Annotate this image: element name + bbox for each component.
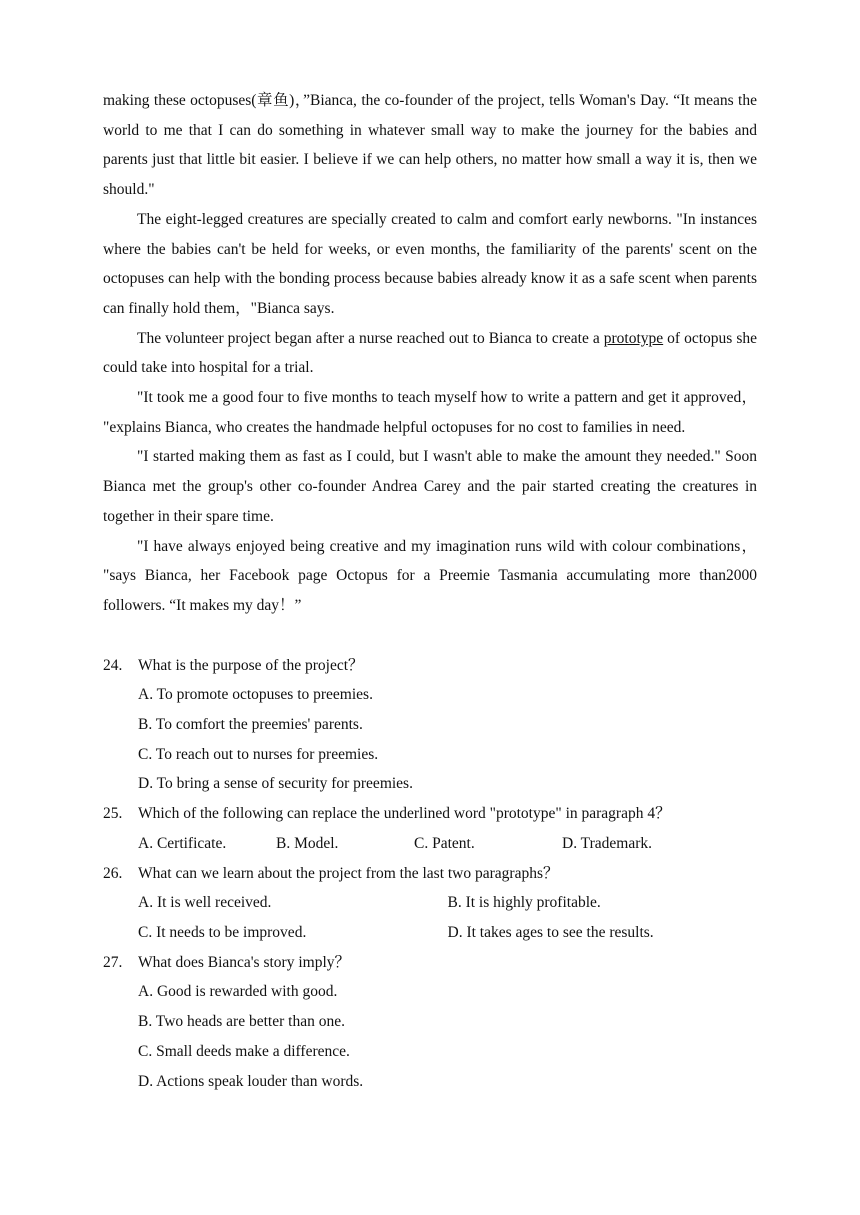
question-number: 24. — [103, 656, 123, 674]
option-b: B. Two heads are better than one. — [138, 1013, 345, 1031]
question-number: 27. — [103, 953, 123, 971]
option-b: B. It is highly profitable. — [447, 894, 601, 912]
options-row — [103, 829, 757, 859]
passage-paragraph-4: "It took me a good four to five months to teach myself how to write a pattern and get it approved， "explains Bianca, who creates the handmade helpful octopuses for no cost to families in need. — [103, 389, 757, 436]
question-26 — [103, 859, 757, 889]
options-row — [103, 918, 757, 948]
option-d: D. To bring a sense of security for preemies. — [138, 775, 413, 793]
option-c: C. To reach out to nurses for preemies. — [138, 745, 379, 763]
passage-paragraph-2: The eight-legged creatures are specially created to calm and comfort early newborns. "In instances where the babies can't be held for weeks, or even months, the familiarity of the parents' scent on the octopuses can help with the bonding process because babies already know it as a safe scent when parents can finally hold them，"Bianca says. — [103, 210, 757, 317]
question-number: 26. — [103, 864, 123, 882]
option-c: C. Patent. — [414, 834, 475, 852]
question-text: What does Bianca's story imply？ — [138, 953, 351, 971]
question-27 — [103, 948, 757, 978]
option-b: B. To comfort the preemies' parents. — [138, 716, 363, 734]
document-page — [103, 86, 757, 1096]
option-d: D. Trademark. — [562, 834, 652, 852]
passage-paragraph-6: "I have always enjoyed being creative and my imagination runs wild with colour combinations， "says Bianca, her Facebook page Octopus for a Preemie Tasmania accumulating more than2000 followers. “It makes my day！” — [103, 537, 757, 614]
option-a: A. Certificate. — [138, 834, 227, 852]
question-number: 25. — [103, 805, 123, 823]
option-a: A. Good is rewarded with good. — [138, 983, 338, 1001]
option-c: C. It needs to be improved. — [138, 923, 307, 941]
question-25 — [103, 799, 757, 829]
question-text: What can we learn about the project from the last two paragraphs？ — [138, 864, 559, 882]
options-row — [103, 888, 757, 918]
question-text: What is the purpose of the project？ — [138, 656, 364, 674]
option-b: B. Model. — [276, 834, 339, 852]
passage-paragraph-1: making these octopuses(章鱼)，”Bianca, the co-founder of the project, tells Woman's Day. “It means the world to me that I can do something in whatever small way to make the journey for the babies and parents just that little bit easier. I believe if we can help others, no matter how small a way it is, then we should." — [103, 92, 757, 199]
section-spacer — [103, 621, 757, 651]
option-a: A. To promote octopuses to preemies. — [138, 686, 373, 704]
question-24 — [103, 651, 757, 681]
underlined-word-prototype: prototype — [603, 329, 664, 347]
passage-paragraph-3 — [103, 324, 757, 383]
option-d: D. It takes ages to see the results. — [447, 923, 654, 941]
passage-paragraph-5: "I started making them as fast as I could, but I wasn't able to make the amount they needed." Soon Bianca met the group's other co-founder Andrea Carey and the pair started creating the creatures in together in their spare time. — [103, 448, 757, 525]
option-a: A. It is well received. — [138, 894, 272, 912]
question-text: Which of the following can replace the underlined word "prototype" in paragraph 4？ — [138, 805, 671, 823]
option-c: C. Small deeds make a difference. — [138, 1042, 350, 1060]
paragraph-3-text-start: The volunteer project began after a nurse reached out to Bianca to create a — [137, 329, 604, 347]
paragraph-3-text-end: of octopus she could take into hospital for a trial. — [103, 329, 757, 377]
option-d: D. Actions speak louder than words. — [138, 1072, 364, 1090]
